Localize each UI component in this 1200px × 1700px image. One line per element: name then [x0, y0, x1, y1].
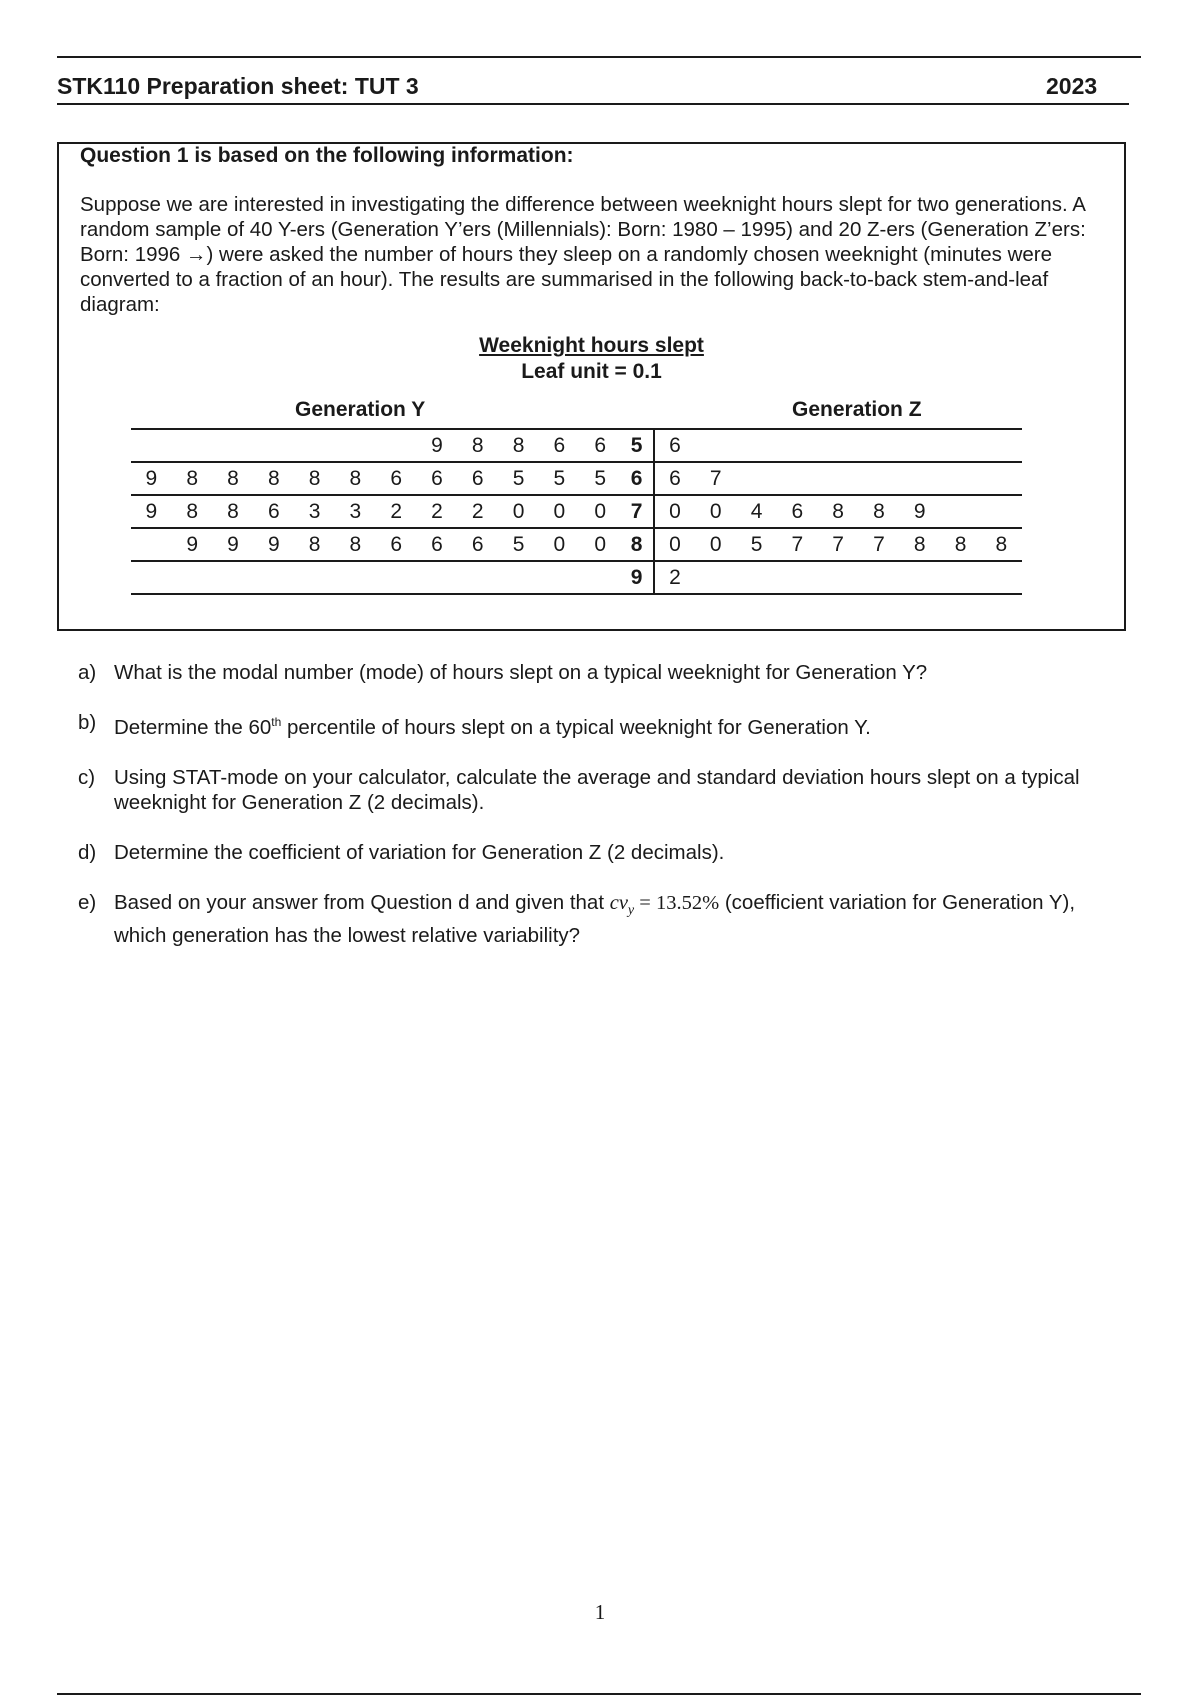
stem-row [131, 561, 1022, 594]
gen-y-leaf: 5 [580, 462, 621, 495]
gen-z-leaf [736, 561, 777, 594]
gen-z-leaf [981, 462, 1022, 495]
stem-value: 5 [621, 429, 654, 462]
gen-z-leaf: 6 [777, 495, 818, 528]
gen-y-leaf: 9 [131, 495, 172, 528]
gen-z-leaf: 8 [899, 528, 940, 561]
gen-z-leaf: 0 [654, 495, 696, 528]
gen-z-leaf [695, 429, 736, 462]
question-text: Based on your answer from Question d and given that [114, 890, 610, 914]
question-c [78, 765, 1118, 815]
gen-y-leaf: 9 [131, 462, 172, 495]
question-a [78, 660, 1118, 685]
gen-y-leaf: 5 [498, 462, 539, 495]
gen-y-leaf: 0 [498, 495, 539, 528]
stem-row [131, 495, 1022, 528]
cv-symbol: cv [609, 891, 628, 914]
question-letter: e) [78, 890, 97, 914]
gen-y-leaf: 0 [580, 495, 621, 528]
bottom-rule [57, 1693, 1141, 1695]
sheet-title: STK110 Preparation sheet: TUT 3 [57, 73, 419, 99]
gen-z-leaf: 7 [859, 528, 900, 561]
stem-leaf-table [131, 428, 1022, 595]
gen-y-leaf: 6 [580, 429, 621, 462]
gen-z-leaf: 8 [818, 495, 859, 528]
gen-y-leaf [172, 429, 213, 462]
gen-z-leaf: 7 [695, 462, 736, 495]
gen-y-leaf: 6 [417, 462, 458, 495]
gen-y-leaf [131, 528, 172, 561]
gen-y-leaf [376, 561, 417, 594]
gen-y-leaf [335, 429, 376, 462]
gen-z-label: Generation Z [792, 398, 922, 421]
stem-row [131, 429, 1022, 462]
gen-z-leaf: 7 [818, 528, 859, 561]
question-text: Determine the 60 [114, 715, 272, 739]
gen-z-leaf: 0 [654, 528, 696, 561]
leaf-unit: Leaf unit = 0.1 [521, 360, 662, 383]
gen-y-leaf: 5 [498, 528, 539, 561]
gen-z-leaf [818, 462, 859, 495]
gen-z-leaf [940, 462, 981, 495]
gen-y-leaf: 8 [335, 462, 376, 495]
gen-z-leaf: 5 [736, 528, 777, 561]
gen-y-leaf: 8 [172, 462, 213, 495]
gen-y-leaf: 8 [172, 495, 213, 528]
gen-z-leaf [859, 462, 900, 495]
gen-y-leaf: 9 [172, 528, 213, 561]
gen-y-leaf: 6 [253, 495, 294, 528]
gen-y-leaf: 8 [213, 462, 254, 495]
gen-z-leaf [981, 495, 1022, 528]
gen-z-leaf: 2 [654, 561, 696, 594]
gen-y-leaf: 8 [457, 429, 498, 462]
page-number: 1 [594, 1600, 606, 1624]
question-b [78, 710, 1118, 740]
gen-z-leaf: 7 [777, 528, 818, 561]
gen-y-leaf [131, 429, 172, 462]
gen-y-leaf: 9 [253, 528, 294, 561]
gen-z-leaf [940, 429, 981, 462]
gen-z-leaf [859, 561, 900, 594]
gen-y-leaf [294, 429, 335, 462]
stem-value: 8 [621, 528, 654, 561]
info-box-title: Question 1 is based on the following information: [80, 144, 574, 167]
gen-y-leaf: 2 [376, 495, 417, 528]
question-text: Determine the coefficient of variation for Generation Z (2 decimals). [114, 840, 725, 864]
gen-z-leaf [899, 462, 940, 495]
intro-paragraph: Suppose we are interested in investigating the difference between weeknight hours slept for two generations. A random sample of 40 Y-ers (Generation Y’ers (Millennials): Born: 1980 – 1995) and 20 Z-ers (Generation Z’ers: Born: 1996 →) were asked the number of hours they sleep on a randomly chosen weeknight (minutes were converted to a fraction of an hour). The results are summarised in the following back-to-back stem-and-leaf diagram: [80, 193, 1086, 316]
gen-y-leaf [172, 561, 213, 594]
question-e [78, 890, 1118, 948]
gen-y-leaf: 6 [376, 528, 417, 561]
superscript: th [271, 715, 282, 729]
info-box [57, 142, 1126, 631]
gen-z-leaf [899, 429, 940, 462]
gen-z-leaf [899, 561, 940, 594]
gen-y-leaf [294, 561, 335, 594]
gen-y-leaf [580, 561, 621, 594]
gen-y-leaf: 6 [539, 429, 580, 462]
question-letter: a) [78, 661, 97, 684]
gen-z-leaf [777, 561, 818, 594]
question-d [78, 840, 1118, 865]
stem-value: 7 [621, 495, 654, 528]
question-text: Using STAT-mode on your calculator, calculate the average and standard deviation hours slept on a typical weeknight for Generation Z (2 decimals). [114, 765, 1080, 814]
gen-z-leaf: 6 [654, 429, 696, 462]
stem-row [131, 462, 1022, 495]
gen-z-leaf [981, 561, 1022, 594]
gen-z-leaf [981, 429, 1022, 462]
question-letter: c) [78, 765, 96, 789]
gen-y-leaf: 2 [457, 495, 498, 528]
gen-y-leaf: 3 [294, 495, 335, 528]
gen-y-leaf: 0 [580, 528, 621, 561]
gen-y-leaf: 6 [417, 528, 458, 561]
gen-z-leaf: 8 [981, 528, 1022, 561]
gen-y-leaf: 8 [294, 528, 335, 561]
cv-subscript: y [627, 902, 635, 918]
gen-y-leaf [457, 561, 498, 594]
cv-value: = 13.52% [634, 891, 720, 914]
gen-y-leaf: 2 [417, 495, 458, 528]
question-text-cont: percentile of hours slept on a typical weeknight for Generation Y. [281, 715, 871, 739]
gen-y-leaf: 6 [457, 462, 498, 495]
gen-y-leaf: 8 [213, 495, 254, 528]
gen-z-leaf [777, 462, 818, 495]
question-text: What is the modal number (mode) of hours slept on a typical weeknight for Generation Y? [114, 661, 928, 684]
gen-y-leaf: 6 [376, 462, 417, 495]
gen-y-leaf: 8 [498, 429, 539, 462]
stem-row [131, 528, 1022, 561]
gen-y-leaf: 9 [417, 429, 458, 462]
gen-z-leaf [818, 561, 859, 594]
gen-z-leaf [940, 561, 981, 594]
gen-y-leaf: 8 [335, 528, 376, 561]
gen-z-leaf: 8 [859, 495, 900, 528]
gen-y-leaf [253, 561, 294, 594]
stem-value: 9 [621, 561, 654, 594]
gen-y-leaf: 3 [335, 495, 376, 528]
gen-z-leaf [695, 561, 736, 594]
diagram-title [59, 334, 1124, 358]
gen-z-leaf: 0 [695, 495, 736, 528]
gen-y-leaf [253, 429, 294, 462]
gen-y-leaf [376, 429, 417, 462]
gen-z-leaf: 6 [654, 462, 696, 495]
gen-y-leaf: 6 [457, 528, 498, 561]
gen-y-leaf [539, 561, 580, 594]
question-letter: d) [78, 840, 97, 864]
gen-y-leaf [335, 561, 376, 594]
header-underline [57, 103, 1129, 105]
gen-z-leaf [736, 429, 777, 462]
gen-y-leaf [417, 561, 458, 594]
gen-z-leaf: 9 [899, 495, 940, 528]
question-list [78, 660, 1118, 973]
gen-z-leaf: 0 [695, 528, 736, 561]
question-text-cont: (coefficient variation for Generation Y), which generation has the lowest relative variability? [114, 890, 1076, 947]
question-letter: b) [78, 711, 97, 734]
diagram-title-text: Weeknight hours slept [479, 334, 704, 357]
gen-z-leaf [736, 462, 777, 495]
gen-z-leaf: 8 [940, 528, 981, 561]
gen-y-leaf: 9 [213, 528, 254, 561]
gen-z-leaf [859, 429, 900, 462]
sheet-year: 2023 [1046, 73, 1098, 99]
gen-y-leaf [213, 429, 254, 462]
gen-z-leaf: 4 [736, 495, 777, 528]
gen-y-label: Generation Y [295, 398, 426, 421]
gen-y-leaf [498, 561, 539, 594]
gen-y-leaf: 8 [294, 462, 335, 495]
gen-y-leaf [213, 561, 254, 594]
top-rule [57, 56, 1141, 58]
gen-y-leaf: 5 [539, 462, 580, 495]
gen-y-leaf [131, 561, 172, 594]
stem-value: 6 [621, 462, 654, 495]
gen-y-leaf: 8 [253, 462, 294, 495]
gen-y-leaf: 0 [539, 495, 580, 528]
gen-y-leaf: 0 [539, 528, 580, 561]
gen-z-leaf [777, 429, 818, 462]
gen-z-leaf [818, 429, 859, 462]
gen-z-leaf [940, 495, 981, 528]
